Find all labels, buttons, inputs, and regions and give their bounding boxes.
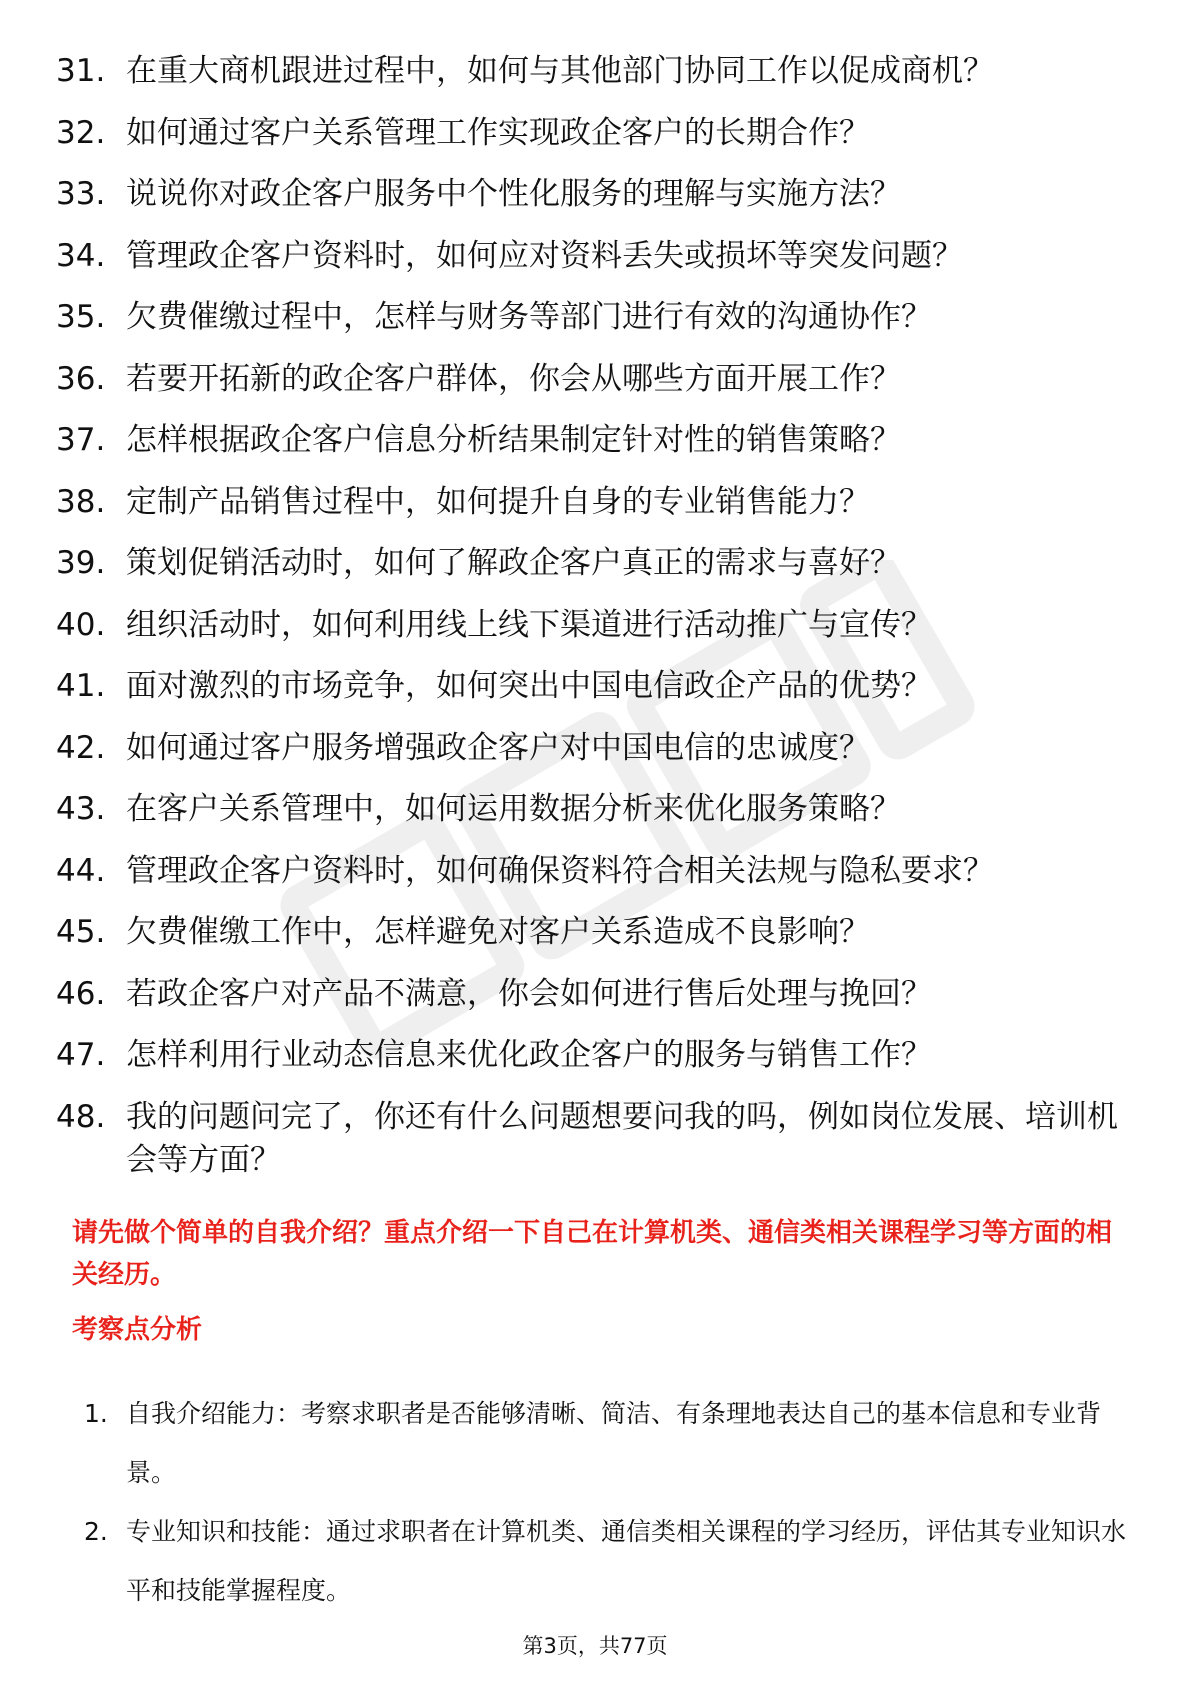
question-number: 36. — [56, 360, 106, 397]
question-number: 46. — [56, 975, 106, 1012]
question-number: 45. — [56, 914, 106, 950]
question-number: 48. — [56, 1098, 106, 1135]
question-text: 若要开拓新的政企客户群体，你会从哪些方面开展工作？ — [126, 360, 901, 397]
question-item — [56, 665, 1136, 707]
question-number: 32. — [56, 114, 106, 151]
question-text: 说说你对政企客户服务中个性化服务的理解与实施方法？ — [126, 176, 901, 212]
question-text: 如何通过客户关系管理工作实现政企客户的长期合作？ — [126, 114, 870, 151]
question-text: 在客户关系管理中，如何运用数据分析来优化服务策略？ — [126, 791, 901, 827]
analysis-number: 1. — [84, 1399, 108, 1428]
question-item — [56, 727, 1136, 769]
question-number: 41. — [56, 668, 106, 704]
analysis-text: 自我介绍能力：考察求职者是否能够清晰、简洁、有条理地表达自己的基本信息和专业背景。 — [126, 1399, 1102, 1487]
question-number: 31. — [56, 53, 106, 89]
question-text: 若政企客户对产品不满意，你会如何进行售后处理与挽回？ — [126, 975, 932, 1012]
question-item — [56, 173, 1136, 215]
question-item — [56, 112, 1136, 154]
question-item — [56, 358, 1136, 400]
analysis-item — [84, 1502, 1134, 1620]
question-number: 33. — [56, 176, 106, 212]
question-list — [56, 50, 1136, 1201]
analysis-item — [84, 1384, 1134, 1502]
question-item — [56, 604, 1136, 646]
question-item — [56, 542, 1136, 584]
question-item — [56, 911, 1136, 953]
highlight-question: 请先做个简单的自我介绍？重点介绍一下自己在计算机类、通信类相关课程学习等方面的相关经历。 — [72, 1218, 1113, 1290]
question-number: 42. — [56, 729, 106, 766]
analysis-heading: 考察点分析 — [72, 1315, 203, 1345]
question-text: 管理政企客户资料时，如何应对资料丢失或损坏等突发问题？ — [126, 237, 963, 274]
question-item — [56, 481, 1136, 523]
question-text: 欠费催缴工作中，怎样避免对客户关系造成不良影响？ — [126, 914, 870, 950]
question-text: 组织活动时，如何利用线上线下渠道进行活动推广与宣传？ — [126, 606, 932, 643]
question-text: 定制产品销售过程中，如何提升自身的专业销售能力？ — [126, 483, 870, 520]
question-item — [56, 235, 1136, 277]
question-item — [56, 296, 1136, 338]
question-item — [56, 1096, 1136, 1182]
question-item — [56, 973, 1136, 1015]
question-text: 欠费催缴过程中，怎样与财务等部门进行有效的沟通协作？ — [126, 299, 932, 335]
question-text: 管理政企客户资料时，如何确保资料符合相关法规与隐私要求？ — [126, 852, 994, 889]
question-item — [56, 850, 1136, 892]
question-text: 在重大商机跟进过程中，如何与其他部门协同工作以促成商机？ — [126, 53, 994, 89]
question-text: 我的问题问完了，你还有什么问题想要问我的吗，例如岗位发展、培训机会等方面？ — [126, 1098, 1118, 1178]
page-footer: 第3页，共77页 — [522, 1634, 668, 1658]
question-text: 如何通过客户服务增强政企客户对中国电信的忠诚度？ — [126, 729, 870, 766]
question-text: 策划促销活动时，如何了解政企客户真正的需求与喜好？ — [126, 545, 901, 581]
question-number: 35. — [56, 299, 106, 335]
question-item — [56, 788, 1136, 830]
question-text: 怎样利用行业动态信息来优化政企客户的服务与销售工作？ — [126, 1037, 932, 1073]
question-number: 47. — [56, 1037, 106, 1073]
question-number: 34. — [56, 237, 106, 274]
question-number: 38. — [56, 483, 106, 520]
question-text: 怎样根据政企客户信息分析结果制定针对性的销售策略？ — [126, 422, 901, 458]
analysis-text: 专业知识和技能：通过求职者在计算机类、通信类相关课程的学习经历，评估其专业知识水平和技能掌握程度。 — [126, 1517, 1127, 1605]
analysis-number: 2. — [84, 1517, 108, 1546]
question-text: 面对激烈的市场竞争，如何突出中国电信政企产品的优势？ — [126, 668, 932, 704]
question-number: 37. — [56, 422, 106, 458]
question-number: 39. — [56, 545, 106, 581]
analysis-list — [84, 1384, 1134, 1620]
question-item — [56, 1034, 1136, 1076]
question-item — [56, 50, 1136, 92]
question-item — [56, 419, 1136, 461]
question-number: 43. — [56, 791, 106, 827]
question-number: 44. — [56, 852, 106, 889]
question-number: 40. — [56, 606, 106, 643]
